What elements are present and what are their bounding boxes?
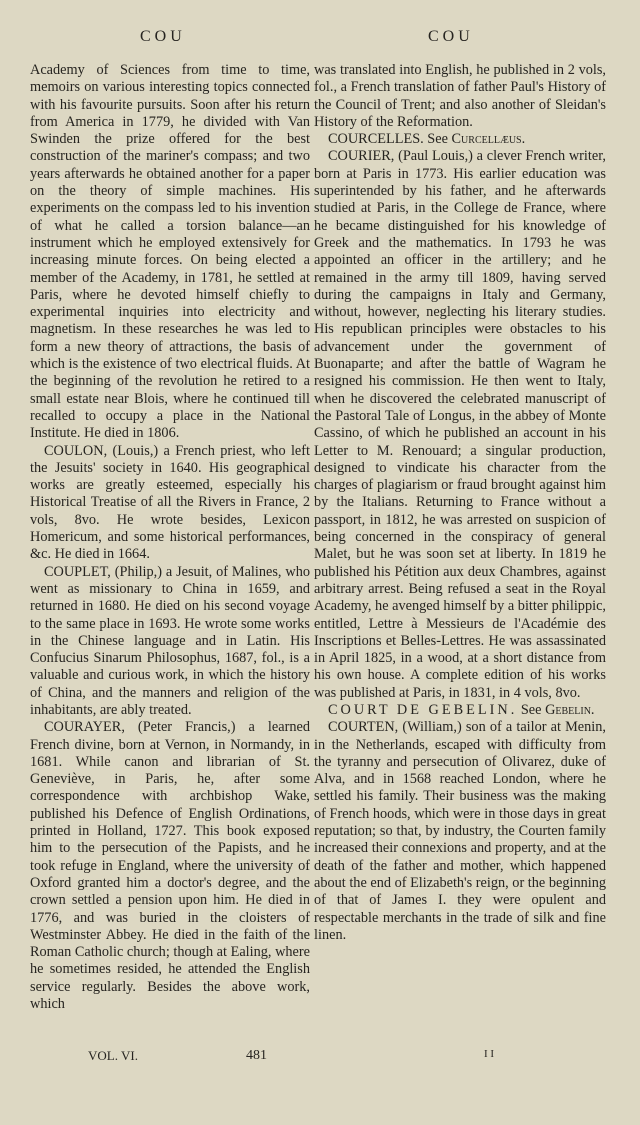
entry-courier bbox=[314, 148, 606, 702]
header-left: COU bbox=[140, 28, 186, 45]
signature-mark: I I bbox=[484, 1048, 495, 1060]
entry-headword: COURCELLES. bbox=[328, 131, 424, 148]
entry-text: (Peter Francis,) a learned French divine, born at Vernon, in Normandy, in 1681. While canon and librarian of St. Geneviève, in Paris, he, after some correspondence with archbishop Wake, published his Defence of English Ordinations, printed in Holland, 1727. This book exposed him to the persecution of the Papists, and he took refuge in England, where the university of Oxford granted him a doctor's degree, and the crown settled a pension upon him. He died in 1776, and was buried in the cloisters of Westminster Abbey. He died in the faith of the Roman Catholic church; though at Ealing, where he sometimes resided, he attended the English service regularly. Besides the above work, which bbox=[30, 719, 310, 1013]
cross-reference: Curcellæus. bbox=[451, 131, 526, 148]
entry-headword: COULON, bbox=[44, 442, 108, 459]
entry-courcelles bbox=[314, 131, 606, 148]
entry-continuation: was translated into English, he published in 2 vols, fol., a French translation of father Paul's History of the Council of Trent; and also another of Sleidan's History of the Reformation. bbox=[314, 62, 606, 130]
entry-headword: COUPLET, bbox=[44, 563, 111, 580]
entry-headword: COURTEN, bbox=[328, 719, 399, 736]
entry-headword: COURAYER, bbox=[44, 719, 125, 736]
entry-courten bbox=[314, 719, 606, 944]
entry-text: (William,) son of a tailor at Menin, in the Netherlands, escaped with difficulty from the tyranny and persecution of Olivarez, duke of Alva, and in 1568 reached London, where he settled his family. Their business was the making of French hoods, which were in those days in great reputation; so that, by industry, the Courten family increased their connexions and property, and at the death of the father and mother, which happened about the end of Elizabeth's reign, or the beginning of that of James I. they were opulent and respectable merchants in the trade of silk and fine linen. bbox=[314, 719, 607, 943]
entry-headword: COURIER, bbox=[328, 148, 395, 165]
entry-couplet bbox=[30, 564, 310, 720]
running-header bbox=[0, 28, 640, 52]
cross-reference: Gebelin. bbox=[545, 701, 595, 718]
entry-court-de-gebelin bbox=[314, 702, 606, 719]
entry-text: (Louis,) a French priest, who left the Jesuits' society in 1640. His geographical works are greatly esteemed, especially his Historical Treatise of all the Rivers in France, 2 vols, 8vo. He wrote besides, Lexicon Homericum, and some historical performances, &c. He died in 1664. bbox=[30, 442, 310, 563]
header-right: COU bbox=[428, 28, 474, 45]
page-number: 481 bbox=[246, 1048, 267, 1063]
volume-label: VOL. VI. bbox=[88, 1048, 138, 1063]
entry-coulon bbox=[30, 443, 310, 564]
entry-text: (Paul Louis,) a clever French writer, born at Paris in 1773. His earlier education was superintended by his father, and he afterwards studied at Paris, in the College de France, where he became distinguished for his knowledge of Greek and the mathematics. In 1793 he was appointed an officer in the artillery; and he remained in the army till 1809, having served during the campaigns in Italy and Germany, without, however, neglecting his literary studies. His republican principles were obstacles to his advancement under the government of Buonaparte; and after the battle of Wagram he resigned his commission. He then went to Italy, when he discovered the celebrated manuscript of the Pastoral Tale of Longus, in the abbey of Monte Cassino, of which he published an account in his Letter to M. Renouard; a singular production, designed to vindicate his character from the charges of plagiarism or fraud brought against him by the Italians. Returning to France without a passport, in 1812, he was arrested on suspicion of being concerned in the conspiracy of general Malet, but he was soon set at liberty. In 1819 he published his Pétition aux deux Chambres, against arbitrary arrest. Being refused a seat in the Royal Academy, he avenged himself by a bitter philippic, entitled, Lettre à Messieurs de l'Académie des Inscriptions et Belles-Lettres. He was assassinated in April 1825, in a wood, at a short distance from his own house. A complete edition of his works was published at Paris, in 1831, in 4 vols, 8vo. bbox=[314, 148, 606, 701]
see-text: See bbox=[423, 131, 452, 148]
entry-headword: COURT DE GEBELIN. bbox=[328, 701, 518, 718]
see-text: See bbox=[517, 701, 546, 718]
left-column bbox=[30, 62, 310, 1013]
right-column bbox=[314, 62, 606, 944]
entry-continuation: Academy of Sciences from time to time, memoirs on various interesting topics connected with his favourite pursuits. Soon after his return from America in 1779, he divided with Van Swinden the prize offered for the best construction of the mariner's compass; and two years afterwards he obtained another for a paper on the theory of simple machines. His experiments on the compass led to his invention of what he called a torsion balance—an instrument which he employed extensively for increasing minute forces. On being elected a member of the Academy, in 1781, he settled at Paris, where he devoted himself chiefly to experimental inquiries into electricity and magnetism. In these researches he was led to form a new theory of attractions, the basis of which is the existence of two electrical fluids. At the beginning of the revolution he retired to a small estate near Blois, where he continued till recalled to occupy a place in the National Institute. He died in 1806. bbox=[30, 62, 310, 442]
entry-text: (Philip,) a Jesuit, of Malines, who went as missionary to China in 1659, and returned in 1680. He died on his second voyage to the same place in 1693. He wrote some works in the Chinese language and in Latin. His Confucius Sinarum Philosophus, 1687, fol., is a valuable and curious work, in which the history of China, and the manners and religion of the inhabitants, are ably treated. bbox=[30, 563, 310, 718]
page-footer bbox=[0, 1048, 640, 1068]
entry-courayer bbox=[30, 719, 310, 1013]
